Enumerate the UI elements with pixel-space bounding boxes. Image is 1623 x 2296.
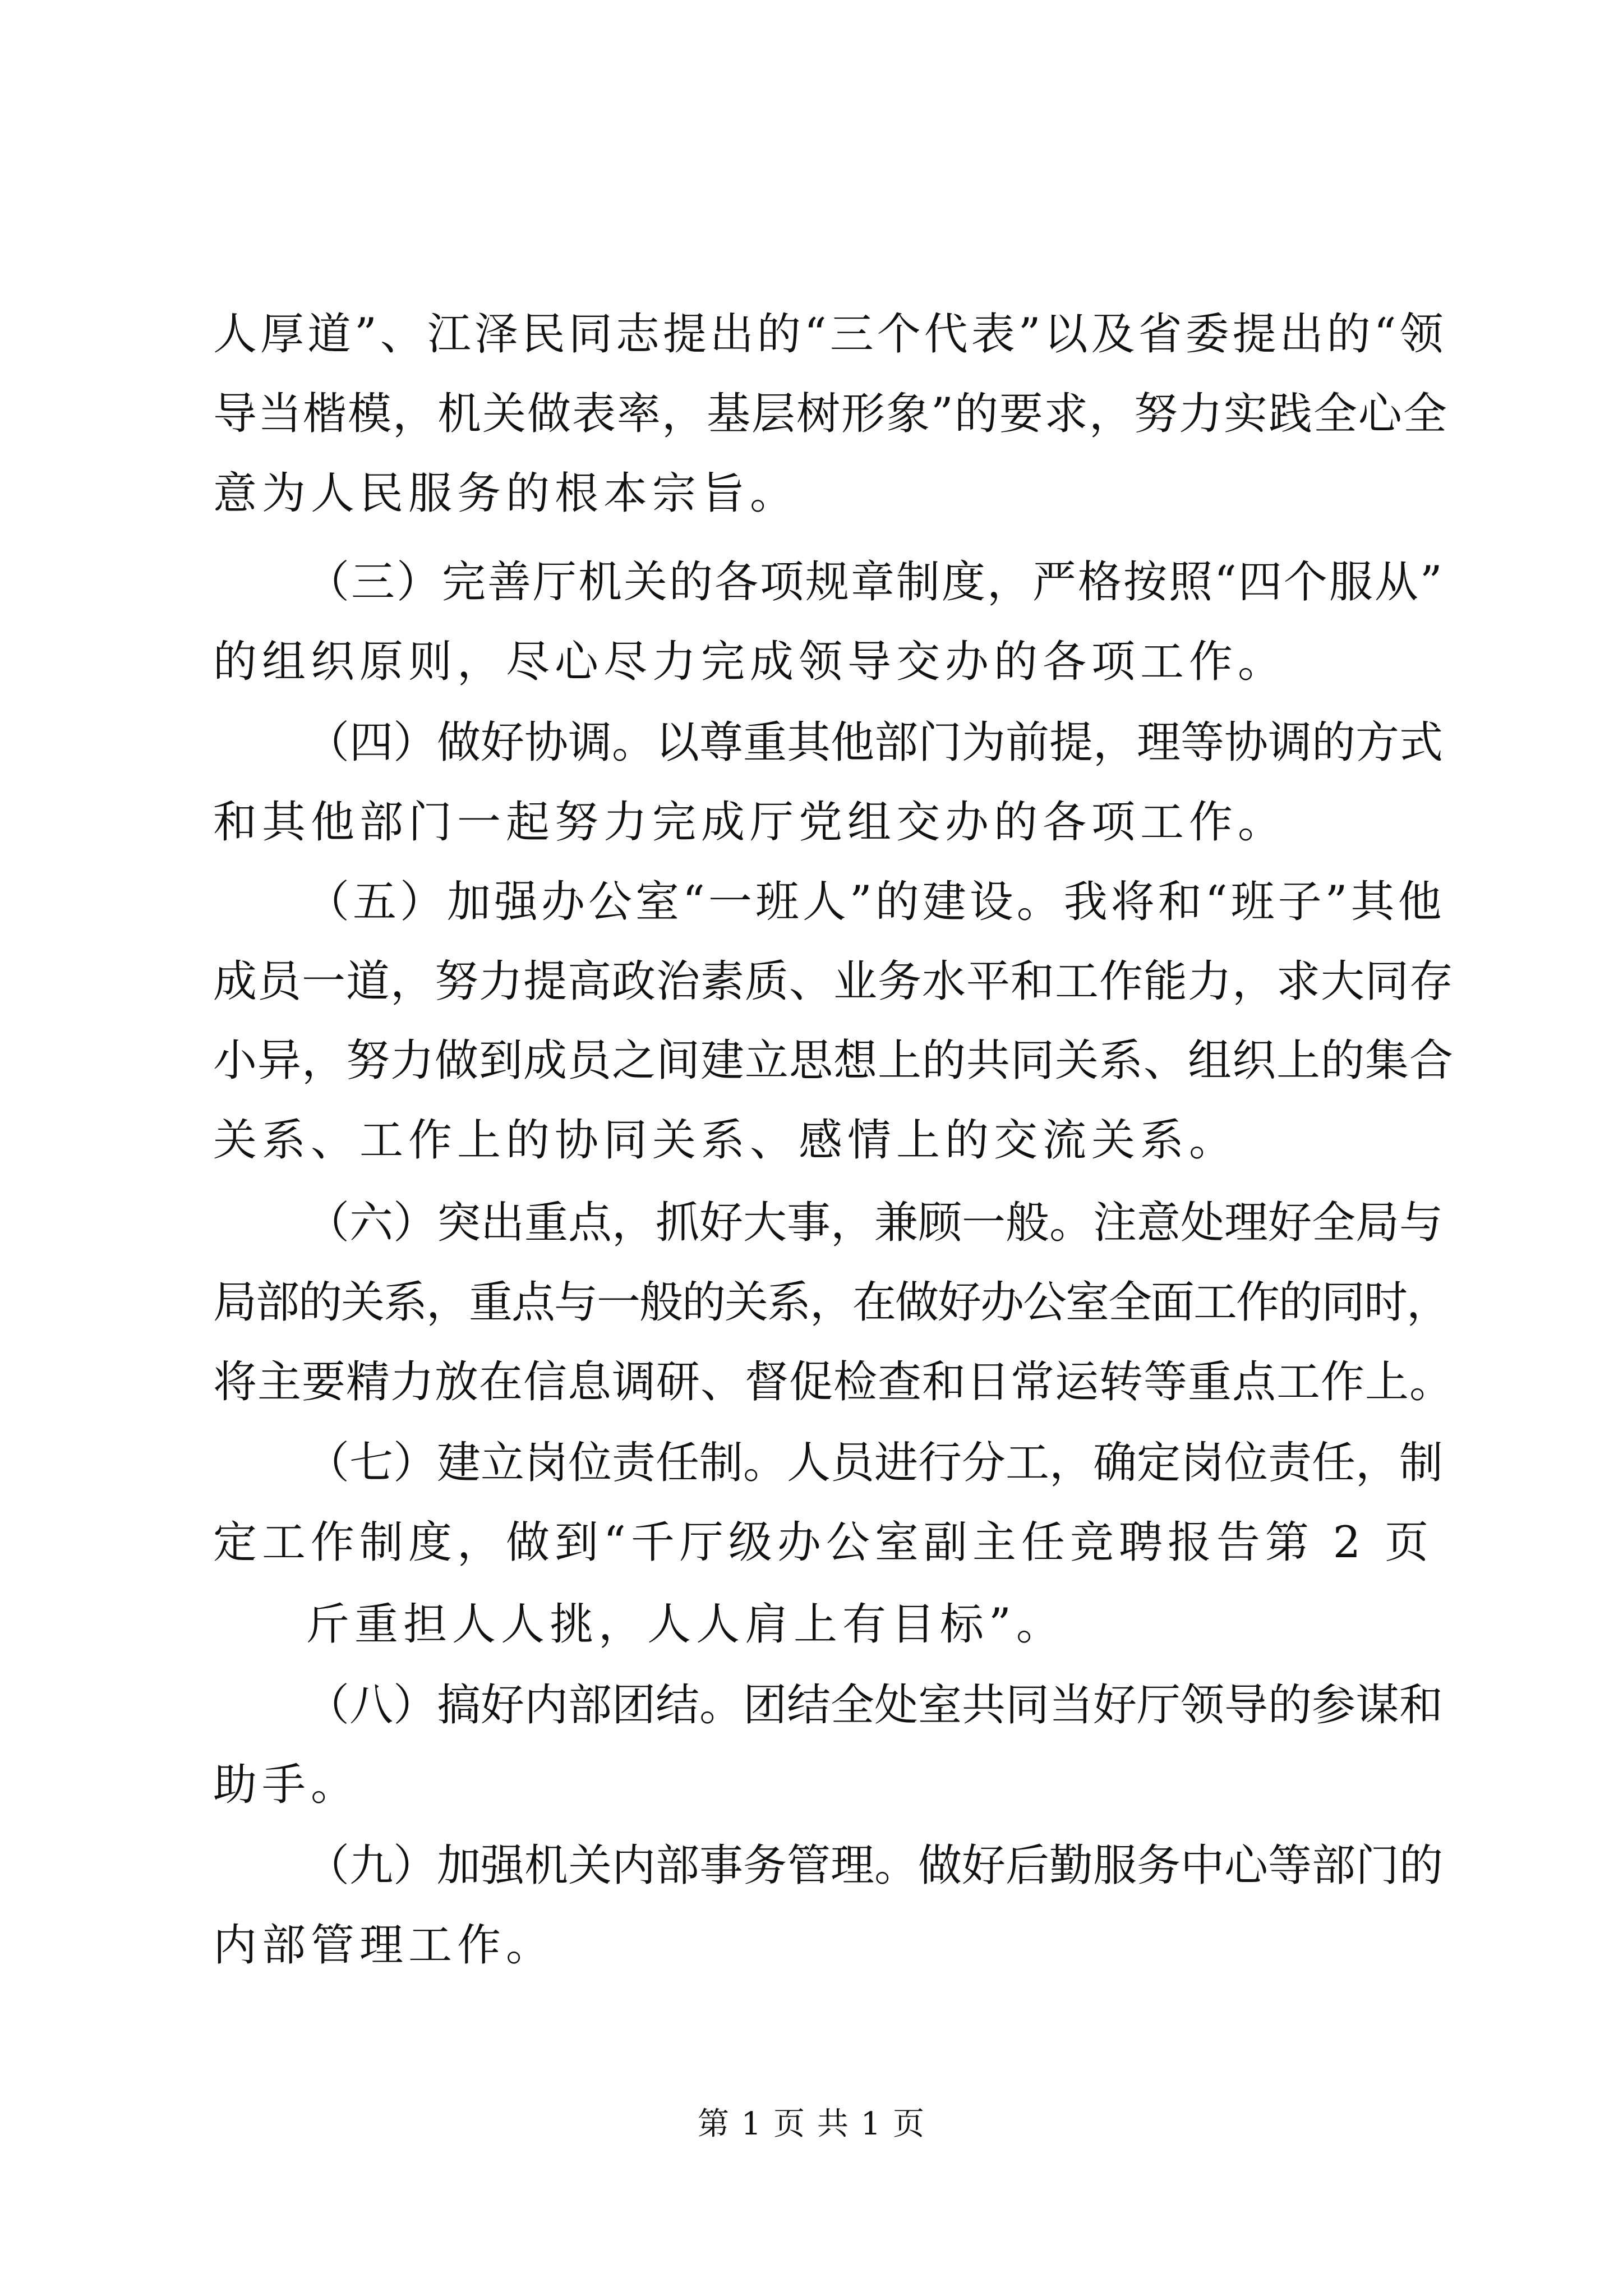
text-line: 斤重担人人挑，人人肩上有目标”。	[306, 1599, 1065, 1650]
text-line: 将主要精力放在信息调研、督促检查和日常运转等重点工作上。	[213, 1357, 1454, 1407]
text-line: 和其他部门一起努力完成厅党组交办的各项工作。	[213, 797, 1287, 848]
paragraph-7-start: （七）建立岗位责任制。人员进行分工，确定岗位责任，制	[306, 1438, 1444, 1488]
text-line: 内部管理工作。	[213, 1920, 555, 1971]
paragraph-6-start: （六）突出重点，抓好大事，兼顾一般。注意处理好全局与	[306, 1198, 1444, 1248]
paragraph-8-start: （八）搞好内部团结。团结全处室共同当好厅领导的参谋和	[306, 1680, 1444, 1731]
paragraph-3-start: （三）完善厅机关的各项规章制度，严格按照“四个服从”	[306, 557, 1444, 608]
text-line: 助手。	[213, 1760, 360, 1810]
paragraph-9-start: （九）加强机关内部事务管理。做好后勤服务中心等部门的	[306, 1841, 1444, 1891]
text-line: 局部的关系，重点与一般的关系，在做好办公室全面工作的同时，	[213, 1277, 1450, 1328]
text-line: 成员一道，努力提高政治素质、业务水平和工作能力，求大同存	[213, 956, 1454, 1007]
text-line: 定工作制度，做到“千厅级办公室副主任竞聘报告第 2 页	[213, 1517, 1434, 1568]
text-line: 的组织原则，尽心尽力完成领导交办的各项工作。	[213, 637, 1287, 687]
text-line: 小异，努力做到成员之间建立思想上的共同关系、组织上的集合	[213, 1036, 1454, 1086]
paragraph-5-start: （五）加强办公室“一班人”的建设。我将和“班子”其他	[306, 877, 1445, 927]
paragraph-4-start: （四）做好协调。以尊重其他部门为前提，理等协调的方式	[306, 717, 1444, 768]
text-line: 意为人民服务的根本宗旨。	[213, 468, 799, 519]
page-number-footer: 第 1 页 共 1 页	[697, 2106, 926, 2142]
text-line: 关系、工作上的协同关系、感情上的交流关系。	[213, 1115, 1238, 1166]
text-line: 导当楷模，机关做表率，基层树形象”的要求，努力实践全心全	[213, 389, 1448, 439]
text-line: 人厚道”、江泽民同志提出的“三个代表”以及省委提出的“领	[213, 309, 1447, 360]
